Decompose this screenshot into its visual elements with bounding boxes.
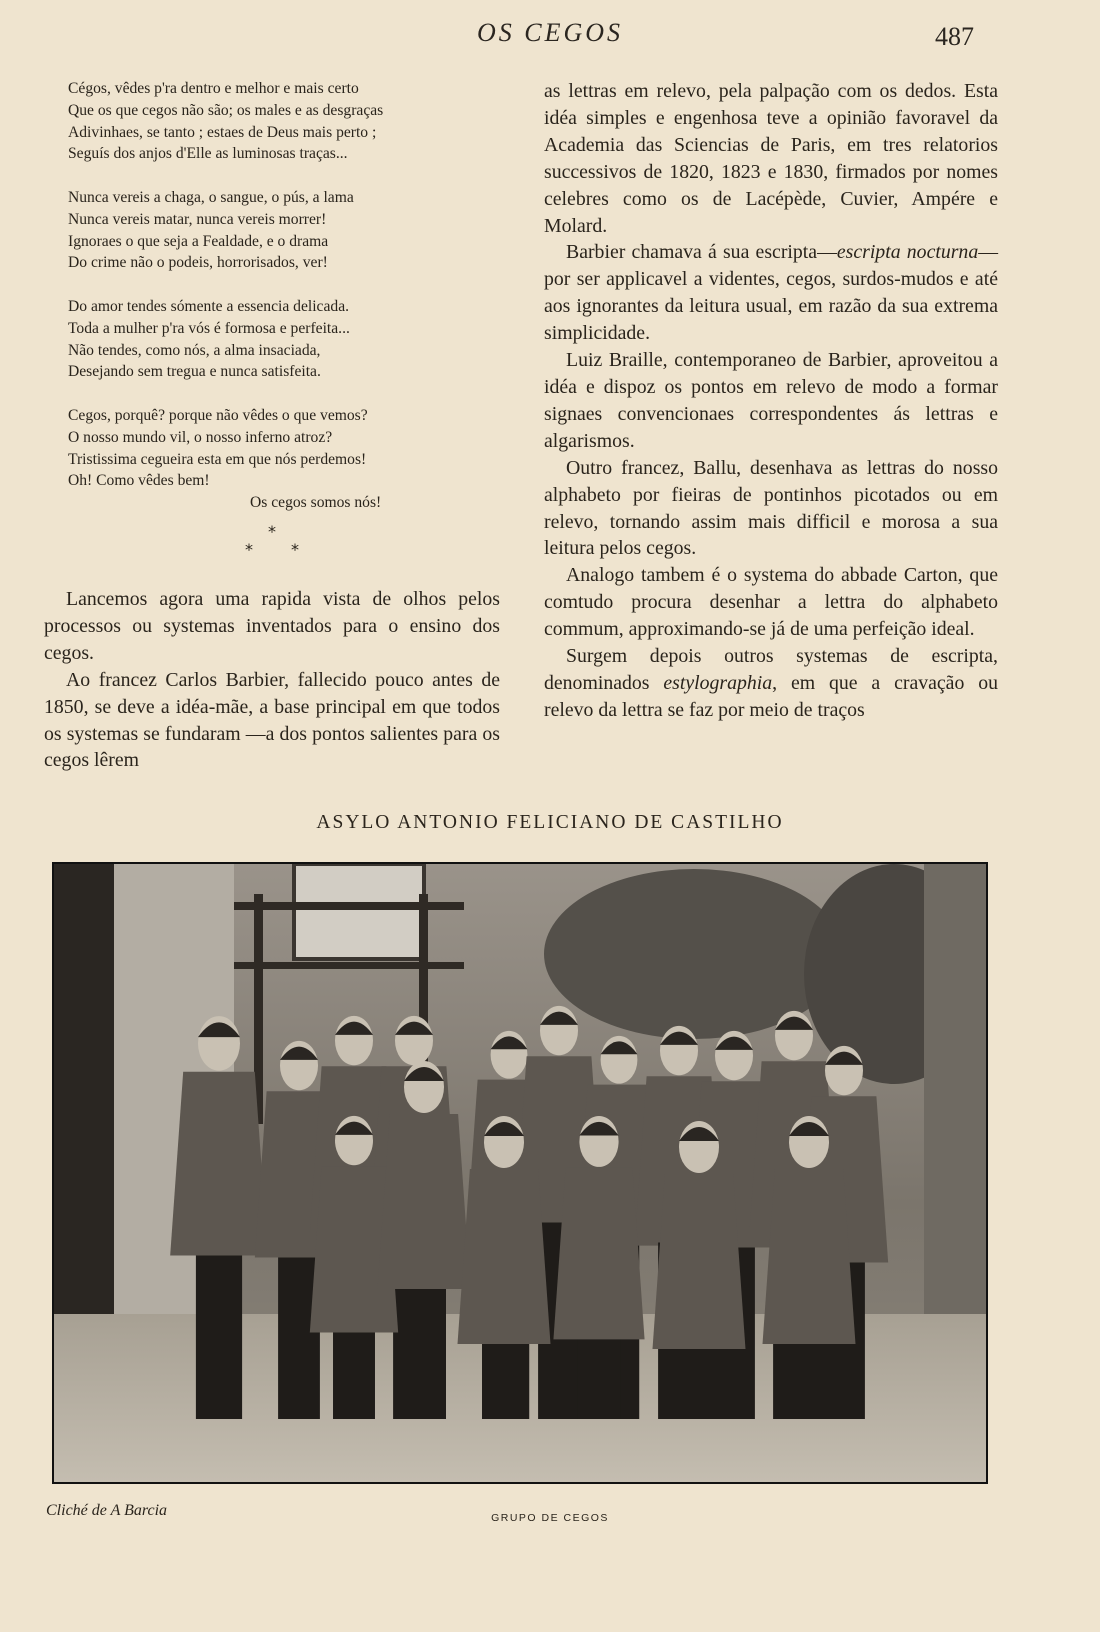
- poem-line: Seguís dos anjos d'Elle as luminosas traças...: [68, 145, 348, 163]
- poem-line: O nosso mundo vil, o nosso inferno atroz?: [68, 428, 333, 446]
- window: [294, 864, 424, 959]
- paragraph: Analogo tambem é o systema do abbade Carton, que comtudo procura desenhar a lettra do alphabeto commum, approximando-se já de uma perfeição ideal.: [544, 564, 998, 641]
- figure-caption: GRUPO DE CEGOS: [491, 1512, 609, 1524]
- poem-line: Ignoraes o que seja a Fealdade, e o drama: [68, 232, 329, 250]
- group-photograph: [52, 862, 988, 1484]
- poem-line: Não tendes, como nós, a alma insaciada,: [68, 341, 321, 359]
- poem: [68, 78, 508, 536]
- poem-line: Cégos, vêdes p'ra dentro e melhor e mais certo: [68, 80, 359, 97]
- poem-stanza-3: [68, 296, 508, 383]
- poem-line: Nunca vereis a chaga, o sangue, o pús, a lama: [68, 188, 354, 206]
- text-run: , em que a cravação ou relevo da lettra se faz por meio de traços: [544, 671, 998, 721]
- paragraph: [544, 239, 998, 347]
- running-header-title: OS CEGOS: [476, 18, 624, 47]
- poem-line: Cegos, porquê? porque não vêdes o que vemos?: [68, 406, 368, 424]
- right-column-prose: [544, 78, 998, 724]
- page-number: 487: [935, 22, 974, 51]
- text-run: — por ser applicavel a videntes, cegos, surdos-mudos e até aos ignorantes da leitura usual, em razão da sua extrema simplicidade.: [544, 241, 998, 345]
- poem-line: Adivinhaes, se tanto ; estaes de Deus mais perto ;: [68, 123, 377, 141]
- poem-closing-line: Os cegos somos nós!: [250, 494, 382, 512]
- asterism-star: *: [291, 540, 299, 559]
- poem-line: Tristissima cegueira esta em que nós perdemos!: [68, 450, 367, 468]
- photo-credit: Cliché de A Barcia: [46, 1502, 168, 1519]
- poem-stanza-1: [68, 78, 508, 165]
- poem-line: Toda a mulher p'ra vós é formosa e perfeita...: [68, 319, 350, 337]
- text-run: Surgem depois outros systemas de escripta, denominados: [544, 645, 998, 694]
- italic-term: estylographia: [663, 671, 773, 694]
- paragraph: Luiz Braille, contemporaneo de Barbier, aproveitou a idéa e dispoz os pontos em relevo de modo a formar signaes convencionaes correspondentes ás lettras e algarismos.: [544, 349, 998, 452]
- paragraph: [544, 643, 998, 724]
- figure-heading: ASYLO ANTONIO FELICIANO DE CASTILHO: [316, 812, 784, 833]
- paragraph: Ao francez Carlos Barbier, fallecido pouco antes de 1850, se deve a idéa-mãe, a base principal em que todos os systemas se fundaram —a dos pontos salientes para os cegos lêrem: [44, 668, 500, 772]
- asterism-star: *: [245, 540, 253, 559]
- photo-illustration: [54, 864, 986, 1482]
- poem-line: Desejando sem tregua e nunca satisfeita.: [68, 363, 321, 381]
- italic-term: escripta nocturna: [836, 241, 979, 264]
- poem-line: Oh! Como vêdes bem!: [68, 472, 210, 490]
- poem-line: Que os que cegos não são; os males e as desgraças: [68, 101, 384, 119]
- poem-line: Do crime não o podeis, horrorisados, ver!: [68, 254, 328, 272]
- paragraph: Lancemos agora uma rapida vista de olhos pelos processos ou systemas inventados para o ensino dos cegos.: [44, 588, 500, 664]
- paragraph: Outro francez, Ballu, desenhava as lettras do nosso alphabeto por fieiras de pontinhos picotados ou em relevo, tornando assim mais difficil e morosa a sua leitura pelos cegos.: [544, 456, 998, 560]
- left-column-prose: [44, 586, 500, 774]
- text-run: Barbier chamava á sua escripta—: [566, 241, 837, 264]
- paragraph: as lettras em relevo, pela palpação com os dedos. Esta idéa simples e engenhosa teve a opinião favoravel da Academia das Sciencias de Paris, em tres relatorios successivos de 1820, 1823 e 1830, firmados por nomes celebres como os de Lacépède, Cuvier, Ampére e Molard.: [544, 80, 998, 237]
- asterism-divider: [235, 522, 315, 562]
- poem-line: Nunca vereis matar, nunca vereis morrer!: [68, 210, 327, 228]
- trellis-beam: [234, 962, 464, 969]
- trellis-beam: [234, 902, 464, 910]
- poem-line: Do amor tendes sómente a essencia delicada.: [68, 297, 350, 315]
- asterism-star: *: [268, 522, 276, 541]
- poem-stanza-2: [68, 187, 508, 274]
- poem-stanza-4: [68, 405, 508, 514]
